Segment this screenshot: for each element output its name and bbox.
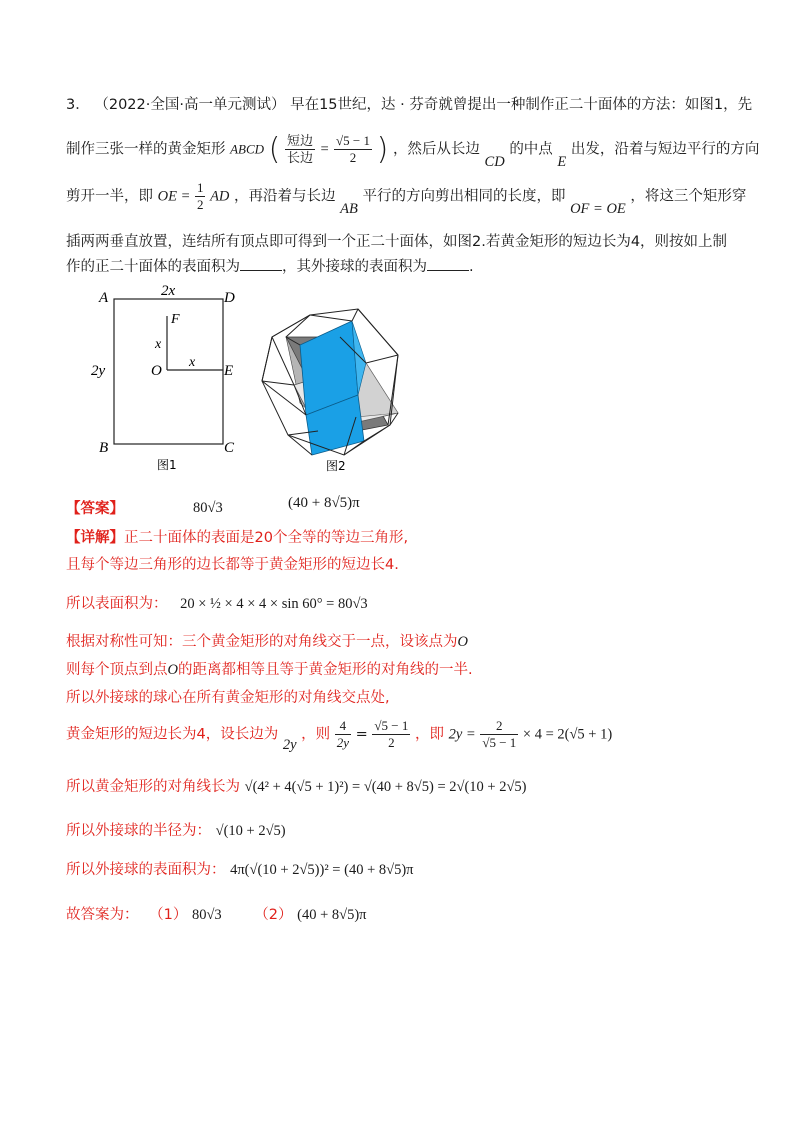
detail-label: 【详解】 [66,530,124,546]
surface-area-formula: 20 × ½ × 4 × 4 × sin 60° = 80√3 [180,596,368,612]
label-d: D [224,290,235,306]
radius-formula: √(10 + 2√5) [215,823,286,839]
problem-text-2a: 制作三张一样的黄金矩形 [66,141,226,158]
half-fraction: $\frac{1}{2}$ [196,180,204,212]
figure-1-golden-rectangle [85,280,255,480]
label-b: B [99,440,109,456]
detail-line-9: 所以外接球的半径为： √(10 + 2√5) [66,823,286,839]
rect-label: ABCD [230,141,265,157]
answer-label: 【答案】 [66,501,124,517]
detail-line-7: 黄金矩形的短边长为4，设长边为 2y ，则 $\frac{4}{2y}$ = $\frac{√5 - 1}{2}$ ，即 2y = $\frac{2}{√5 - 1}$ × 4 = 2(√5 + 1) [66,718,613,753]
label-o: O [151,363,162,379]
detail-line-6: 所以外接球的球心在所有黄金矩形的对角线交点处, [66,690,390,706]
problem-text-3a: 剪开一半，即 [66,188,153,205]
problem-line-4: 插两两垂直放置，连结所有顶点即可得到一个正二十面体，如图2.若黄金矩形的短边长为4，则按如上制 [66,234,728,250]
caption-fig2: 图2 [326,459,346,473]
answer-blank-1 [240,258,282,271]
answer-blank-2 [427,258,469,271]
diagonal-formula: √(4² + 4(√5 + 1)²) = √(40 + 8√5) = 2√(10 + 2√5) [244,779,527,795]
label-2y: 2y [91,363,106,379]
final-answer-2: (40 + 8√5)π [297,907,367,923]
problem-text-1: 早在15世纪，达 · 芬奇就曾提出一种制作正二十面体的方法：如图1，先 [290,97,753,113]
detail-line-10: 所以外接球的表面积为： 4π(√(10 + 2√5))² = (40 + 8√5)π [66,862,414,878]
problem-number: 3． [66,97,90,113]
problem-line-1 [66,93,752,114]
detail-line-5: 则每个顶点到点O的距离都相等且等于黄金矩形的对角线的一半. [66,662,473,678]
detail-line-1: 【详解】正二十面体的表面是20个全等的等边三角形, [66,530,409,546]
label-2x: 2x [161,283,176,299]
problem-line-5: 作的正二十面体的表面积为 ，其外接球的表面积为 . [66,259,474,275]
ratio-fraction: $\frac{\text{短边}}{\text{长边}}$ [287,133,314,165]
problem-line-3: 剪开一半，即 OE = $\frac{1}{2}$ AD ，再沿着与长边 AB 平行的方向剪出相同的长度，即 OF = OE ，将这三个矩形穿 [66,180,747,217]
label-e: E [224,363,234,379]
golden-fraction: $\frac{√5 - 1}{2}$ [336,133,370,165]
detail-line-2: 且每个等边三角形的边长都等于黄金矩形的短边长4. [66,557,399,573]
rectangle-abcd [114,299,223,444]
frac-4-over-2y: $\frac{4}{2y}$ [336,718,350,750]
caption-fig1: 图1 [157,458,177,472]
final-answer-1: 80√3 [191,907,222,923]
label-f: F [171,312,180,327]
problem-text-2d: 出发，沿着与短边平行的方向 [570,141,760,158]
problem-source: （2022·全国·高一单元测试） [94,97,286,113]
problem-line-2: 制作三张一样的黄金矩形 ABCD ( $\frac{\text{短边}}{\text{长边}}$ = $\frac{√5 - 1}{2}$ ) ，然后从长边 CD 的中点 E 出发，沿着与短边平行的方向 [66,132,760,170]
problem-text-3b: ，再沿着与长边 [234,188,336,205]
problem-text-3d: ，将这三个矩形穿 [630,188,747,205]
detail-line-4: 根据对称性可知：三个黄金矩形的对角线交于一点，设该点为O [66,634,468,650]
problem-text-2c: 的中点 [509,141,553,158]
detail-line-11: 故答案为： （1） 80√3 （2） (40 + 8√5)π [66,907,367,923]
e-label: E [557,153,567,170]
label-c: C [224,440,235,456]
label-a: A [99,290,109,306]
cd-label: CD [484,153,505,170]
figure-2-icosahedron [248,285,418,480]
sphere-area-formula: 4π(√(10 + 2√5))² = (40 + 8√5)π [230,862,414,878]
frac-golden: $\frac{√5 - 1}{2}$ [374,718,409,750]
answer-2: (40 + 8√5)π [288,495,360,511]
detail-line-3: 所以表面积为： 20 × ½ × 4 × 4 × sin 60° = 80√3 [66,596,368,612]
label-hx: x [189,355,196,370]
problem-text-3c: 平行的方向剪出相同的长度，即 [362,188,566,205]
label-vx: x [155,337,162,352]
answer-1: 80√3 [193,500,223,516]
problem-text-2b: ，然后从长边 [392,141,480,158]
frac-2-over-golden: $\frac{2}{√5 - 1}$ [482,718,517,750]
detail-line-8: 所以黄金矩形的对角线长为 √(4² + 4(√5 + 1)²) = √(40 + 8√5) = 2√(10 + 2√5) [66,779,527,795]
